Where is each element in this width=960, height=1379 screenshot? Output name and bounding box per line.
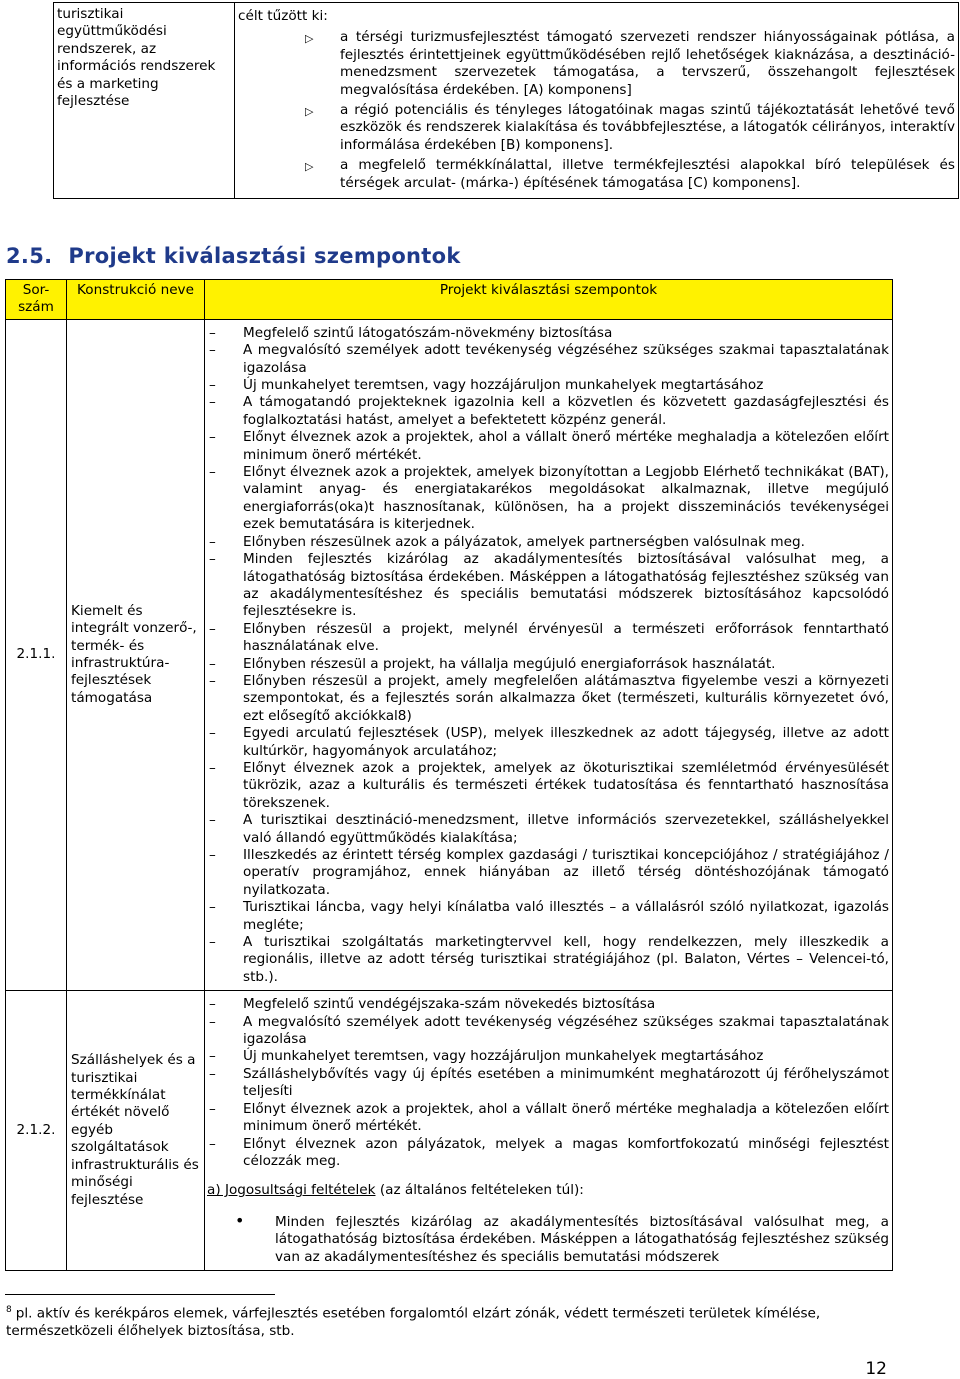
criteria-item: – Minden fejlesztés kizárólag az akadálymentesítés biztosításával valósulhat meg, a látogathatóság biztosítása érdekében. Másképpen a látogathatóság fejlesztéshez szükség van az akadálymentesítéshez és speciális bemutatási módszerek biztosításához kapcsolódó fejlesztésekre is. — [209, 551, 889, 620]
criteria-item: – Előnyben részesül a projekt, melynél érvényesül a természeti erőforrások fenntartható használatának elve. — [209, 620, 889, 655]
top-right-cell — [235, 3, 959, 199]
dash-bullet-icon: – — [209, 464, 216, 481]
dash-bullet-icon: – — [209, 551, 216, 568]
top-left-text: turisztikai együttműködési rendszerek, az információs rendszerek és a marketing fejlesztése — [57, 6, 216, 110]
criteria-item: – A támogatandó projekteknek igazolnia kell a közvetlen és közvetett gazdaságfejlesztési és foglalkoztatási hatást, amelyet a befektetett közpénz generál. — [209, 394, 889, 428]
dash-bullet-icon: – — [209, 429, 216, 446]
header-construct: Konstrukció neve — [67, 280, 205, 320]
dash-bullet-icon: – — [209, 533, 216, 550]
footnote-mark: 8 — [6, 1305, 12, 1315]
top-left-cell — [54, 3, 235, 199]
row-number: 2.1.2. — [6, 991, 67, 1271]
dash-bullet-icon: – — [209, 759, 216, 776]
dash-bullet-icon: – — [209, 899, 216, 916]
top-bullet: ▷ a megfelelő termékkínálattal, illetve termékfejlesztési alapokkal bíró települések és térségek arculat- (márka-) építésének támogatása [C) komponens]. — [305, 157, 955, 191]
criteria-item: – Előnyben részesül a projekt, amely megfelelően alátámasztva figyelembe veszi a környezeti szempontokat, és a fejlesztés során alkalmazza őket (természeti, kulturális környezetet óvó, ezt elősegítő akciókkal8) — [209, 672, 889, 724]
criteria-item: – A megvalósító személyek adott tevékenység végzéséhez szükséges szakmai tapasztalatának igazolása — [209, 1013, 889, 1048]
row-criteria — [205, 319, 893, 990]
criteria-item: – Előnyt élveznek azok a projektek, amelyek az ökoturisztikai szemléletmód érvényesülését tükrözik, azaz a kulturális és természeti értékek tudatosítása és fenntartható hasznosítása törekszenek. — [209, 759, 889, 811]
criteria-item: – Új munkahelyet teremtsen, vagy hozzájáruljon munkahelyek megtartásához — [209, 377, 764, 394]
dash-bullet-icon: – — [209, 655, 216, 672]
dash-bullet-icon: – — [209, 394, 216, 411]
dash-bullet-icon: – — [209, 1135, 216, 1152]
dash-bullet-icon: – — [209, 996, 216, 1013]
criteria-item: – A turisztikai szolgáltatás marketingtervvel kell, hogy rendelkezzen, mely illeszkedik a regionális, illetve az adott térség turisztikai stratégiájához (pl. Balaton, Vértes – Velencei-tó, stb.). — [209, 934, 889, 985]
arrow-bullet-icon: ▷ — [305, 32, 314, 46]
criteria-item: – Szálláshelybővítés vagy új építés esetében a minimumként meghatározott új férőhelyszámot teljesíti — [209, 1065, 889, 1100]
criteria-item: – Előnyben részesülnek azok a pályázatok, amelyek partnerségben valósulnak meg. — [209, 533, 805, 550]
dash-bullet-icon: – — [209, 812, 216, 829]
dash-bullet-icon: – — [209, 377, 216, 394]
section-heading — [6, 244, 461, 268]
eligibility-bullet: • Minden fejlesztés kizárólag az akadálymentesítés biztosításával valósulhat meg, a látogathatóság biztosítása érdekében. Másképpen a látogathatóság fejlesztéshez szükség van az akadálymentesítéshez és speciális bemutatási módszerek — [235, 1210, 889, 1265]
footnote-separator — [5, 1294, 275, 1295]
header-number: Sor-szám — [6, 280, 67, 320]
top-bullet: ▷ a régió potenciális és tényleges látogatóinak magas szintű tájékoztatását lehetővé tevő eszközök és rendszerek kialakítása és továbbfejlesztése, a látogatók célirányos, interaktív informálása érdekében [B) komponens]. — [305, 102, 955, 153]
footnote — [6, 1302, 886, 1341]
table-row — [6, 991, 893, 1271]
section-number: 2.5. — [6, 244, 53, 268]
row-criteria — [205, 991, 893, 1271]
dash-bullet-icon: – — [209, 342, 216, 359]
dot-bullet-icon: • — [235, 1210, 245, 1230]
criteria-item: – Megfelelő szintű látogatószám-növekmény biztosítása — [209, 324, 613, 341]
dash-bullet-icon: – — [209, 1048, 216, 1065]
criteria-item: – Egyedi arculatú fejlesztések (USP), melyek illeszkednek az adott tájegység, illetve az adott kultúrkör, hagyományok arculatához; — [209, 725, 889, 759]
dash-bullet-icon: – — [209, 672, 216, 689]
criteria-item: – Megfelelő szintű vendégéjszaka-szám növekedés biztosítása — [209, 996, 656, 1013]
dash-bullet-icon: – — [209, 1100, 216, 1117]
criteria-list — [205, 325, 889, 986]
dash-bullet-icon: – — [209, 934, 216, 951]
criteria-item: – Előnyt élveznek azon pályázatok, melyek a magas komfortfokozatú minőségi fejlesztést célozzák meg. — [209, 1135, 889, 1169]
section-title: Projekt kiválasztási szempontok — [68, 244, 461, 268]
criteria-table — [5, 279, 893, 1271]
top-intro: célt tűzött ki: — [238, 8, 328, 24]
dash-bullet-icon: – — [209, 1065, 216, 1082]
row-construct-name: Szálláshelyek és a turisztikai termékkínálat értékét növelő egyéb szolgáltatások infrastrukturális és minőségi fejlesztése — [67, 991, 205, 1271]
top-bullet: ▷ a térségi turizmusfejlesztést támogató szervezeti rendszer hiányosságainak pótlása, a fejlesztés érintettjeinek együttműködésében rejlő lehetőségek kiaknázása, a desztináció-menedzsment szervezetek támogatása, a tervszerű, összehangolt fejlesztések megvalósítása érdekében. [A) komponens] — [305, 29, 955, 98]
top-table — [53, 2, 959, 199]
dash-bullet-icon: – — [209, 847, 216, 863]
criteria-item: – Új munkahelyet teremtsen, vagy hozzájáruljon munkahelyek megtartásához — [209, 1048, 764, 1065]
page-number: 12 — [865, 1359, 887, 1379]
footnote-text: pl. aktív és kerékpáros elemek, várfejlesztés esetében forgalomtól elzárt zónák, védett természeti területek kímélése, természetközeli élőhelyek biztosítása, stb. — [6, 1305, 821, 1340]
dash-bullet-icon: – — [209, 620, 216, 637]
criteria-item: – Illeszkedés az érintett térség komplex gazdasági / turisztikai koncepciójához / stratégiájához / operatív programjához, ennek hiányában az illető térség döntéshozójának támogató nyilatkozata. — [209, 847, 889, 898]
table-header-row — [6, 280, 893, 320]
dash-bullet-icon: – — [209, 324, 216, 341]
criteria-item: – Turisztikai láncba, vagy helyi kínálatba való illesztés – a vállalásról szóló nyilatkozat, igazolás megléte; — [209, 899, 889, 933]
row-number: 2.1.1. — [6, 319, 67, 990]
criteria-item: – Előnyt élveznek azok a projektek, amelyek bizonyítottan a Legjobb Elérhető technikákat (BAT), valamint anyag- és energiatakarékos megoldásokat alkalmaznak, illetve megújuló energiaforrás(oka)t hasznosítanak, különösen, ha a projekt disszeminációs tevékenységei ezek bemutatására is kiterjednek. — [209, 464, 889, 533]
dash-bullet-icon: – — [209, 1013, 216, 1030]
criteria-item: – A megvalósító személyek adott tevékenység végzéséhez szükséges szakmai tapasztalatának igazolása — [209, 342, 889, 376]
criteria-item: – Előnyt élveznek azok a projektek, ahol a vállalt önerő mértéke meghaladja a kötelezően előírt minimum önerő mértékét. — [209, 1100, 889, 1135]
arrow-bullet-icon: ▷ — [305, 105, 314, 119]
dash-bullet-icon: – — [209, 725, 216, 742]
arrow-bullet-icon: ▷ — [305, 160, 314, 174]
criteria-item: – A turisztikai desztináció-menedzsment, illetve információs szervezetekkel, szálláshelyekkel való állandó együttműködés kialakítása; — [209, 812, 889, 846]
row-construct-name: Kiemelt és integrált vonzerő-, termék- és infrastruktúra-fejlesztések támogatása — [67, 319, 205, 990]
eligibility-heading: a) Jogosultsági feltételek (az általános feltételeken túl): — [207, 1182, 584, 1199]
header-criteria: Projekt kiválasztási szempontok — [205, 280, 893, 320]
criteria-item: – Előnyt élveznek azok a projektek, ahol a vállalt önerő mértéke meghaladja a kötelezően előírt minimum önerő mértékét. — [209, 429, 889, 463]
criteria-list — [205, 996, 889, 1170]
table-row — [6, 319, 893, 990]
criteria-item: – Előnyben részesül a projekt, ha vállalja megújuló energiaforrások használatát. — [209, 655, 776, 672]
